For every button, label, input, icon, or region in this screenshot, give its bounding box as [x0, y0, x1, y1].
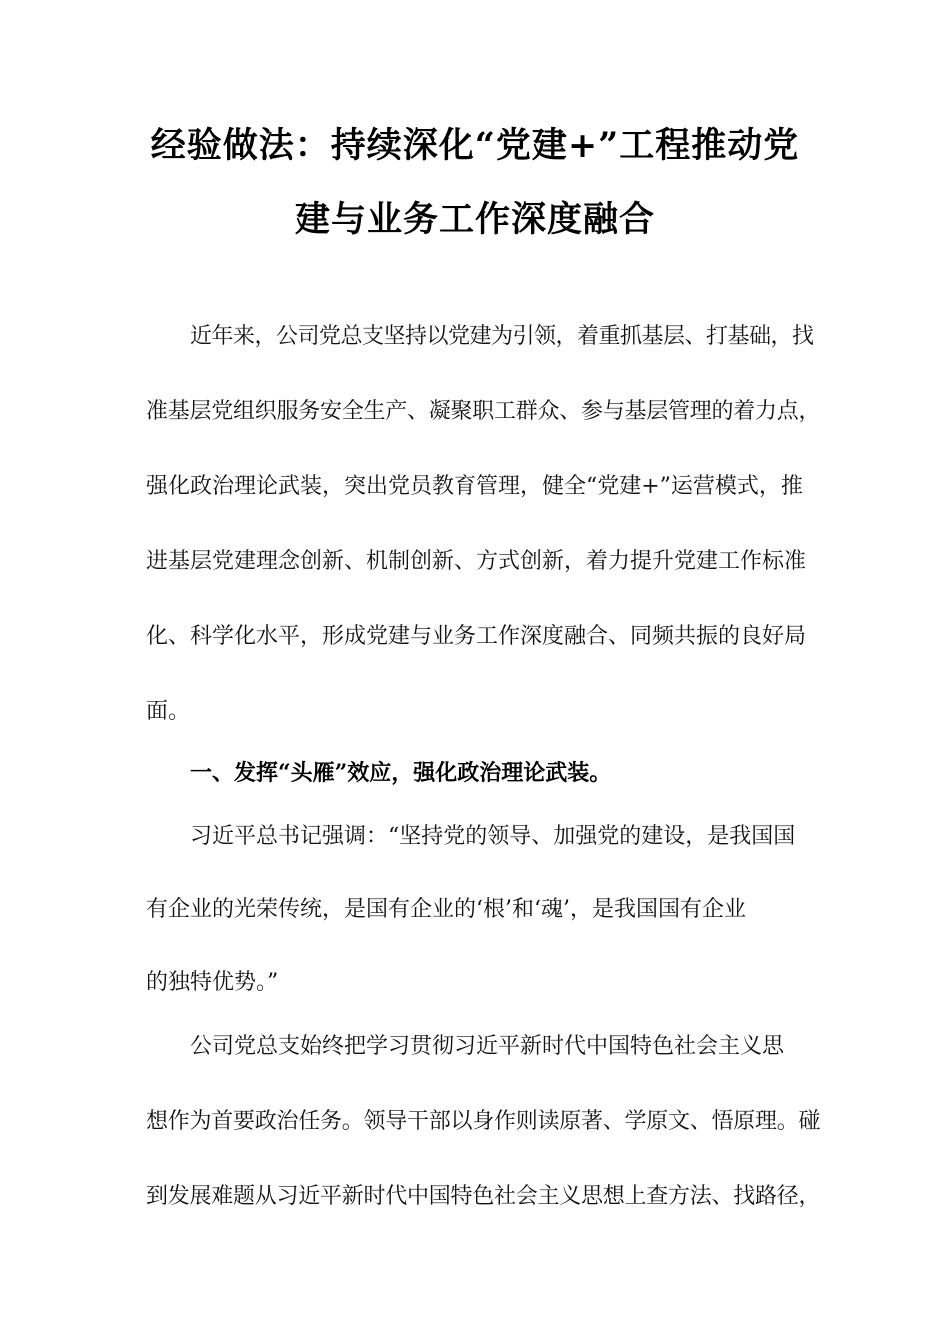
document-title-line-2: 建与业务工作深度融合 — [294, 199, 655, 240]
paragraph-line: 的独特优势。” — [146, 970, 279, 995]
paragraph-line: 进基层党建理念创新、机制创新、方式创新，着力提升党建工作标准 — [146, 549, 807, 574]
paragraph-line: 想作为首要政治任务。领导干部以身作则读原著、学原文、悟原理。碰 — [146, 1109, 821, 1134]
paragraph-line: 到发展难题从习近平新时代中国特色社会主义思想上查方法、找路径， — [146, 1184, 821, 1209]
paragraph-line: 化、科学化水平，形成党建与业务工作深度融合、同频共振的良好局 — [146, 624, 807, 649]
paragraph-line: 强化政治理论武装，突出党员教育管理，健全“党建+”运营模式，推 — [146, 474, 803, 499]
paragraph-line: 准基层党组织服务安全生产、凝聚职工群众、参与基层管理的着力点， — [146, 399, 821, 424]
paragraph-line: 习近平总书记强调：“坚持党的领导、加强党的建设，是我国国 — [190, 824, 796, 849]
paragraph-line: 公司党总支始终把学习贯彻习近平新时代中国特色社会主义思 — [190, 1034, 785, 1059]
paragraph-line: 面。 — [146, 699, 191, 724]
section-heading: 一、发挥“头雁”效应，强化政治理论武装。 — [190, 760, 612, 786]
paragraph-line: 近年来，公司党总支坚持以党建为引领，着重抓基层、打基础，找 — [190, 324, 814, 349]
document-title-line-1: 经验做法：持续深化“党建+”工程推动党 — [150, 125, 800, 166]
paragraph-line: 有企业的光荣传统，是国有企业的‘根’和‘魂’，是我国国有企业 — [146, 897, 746, 922]
